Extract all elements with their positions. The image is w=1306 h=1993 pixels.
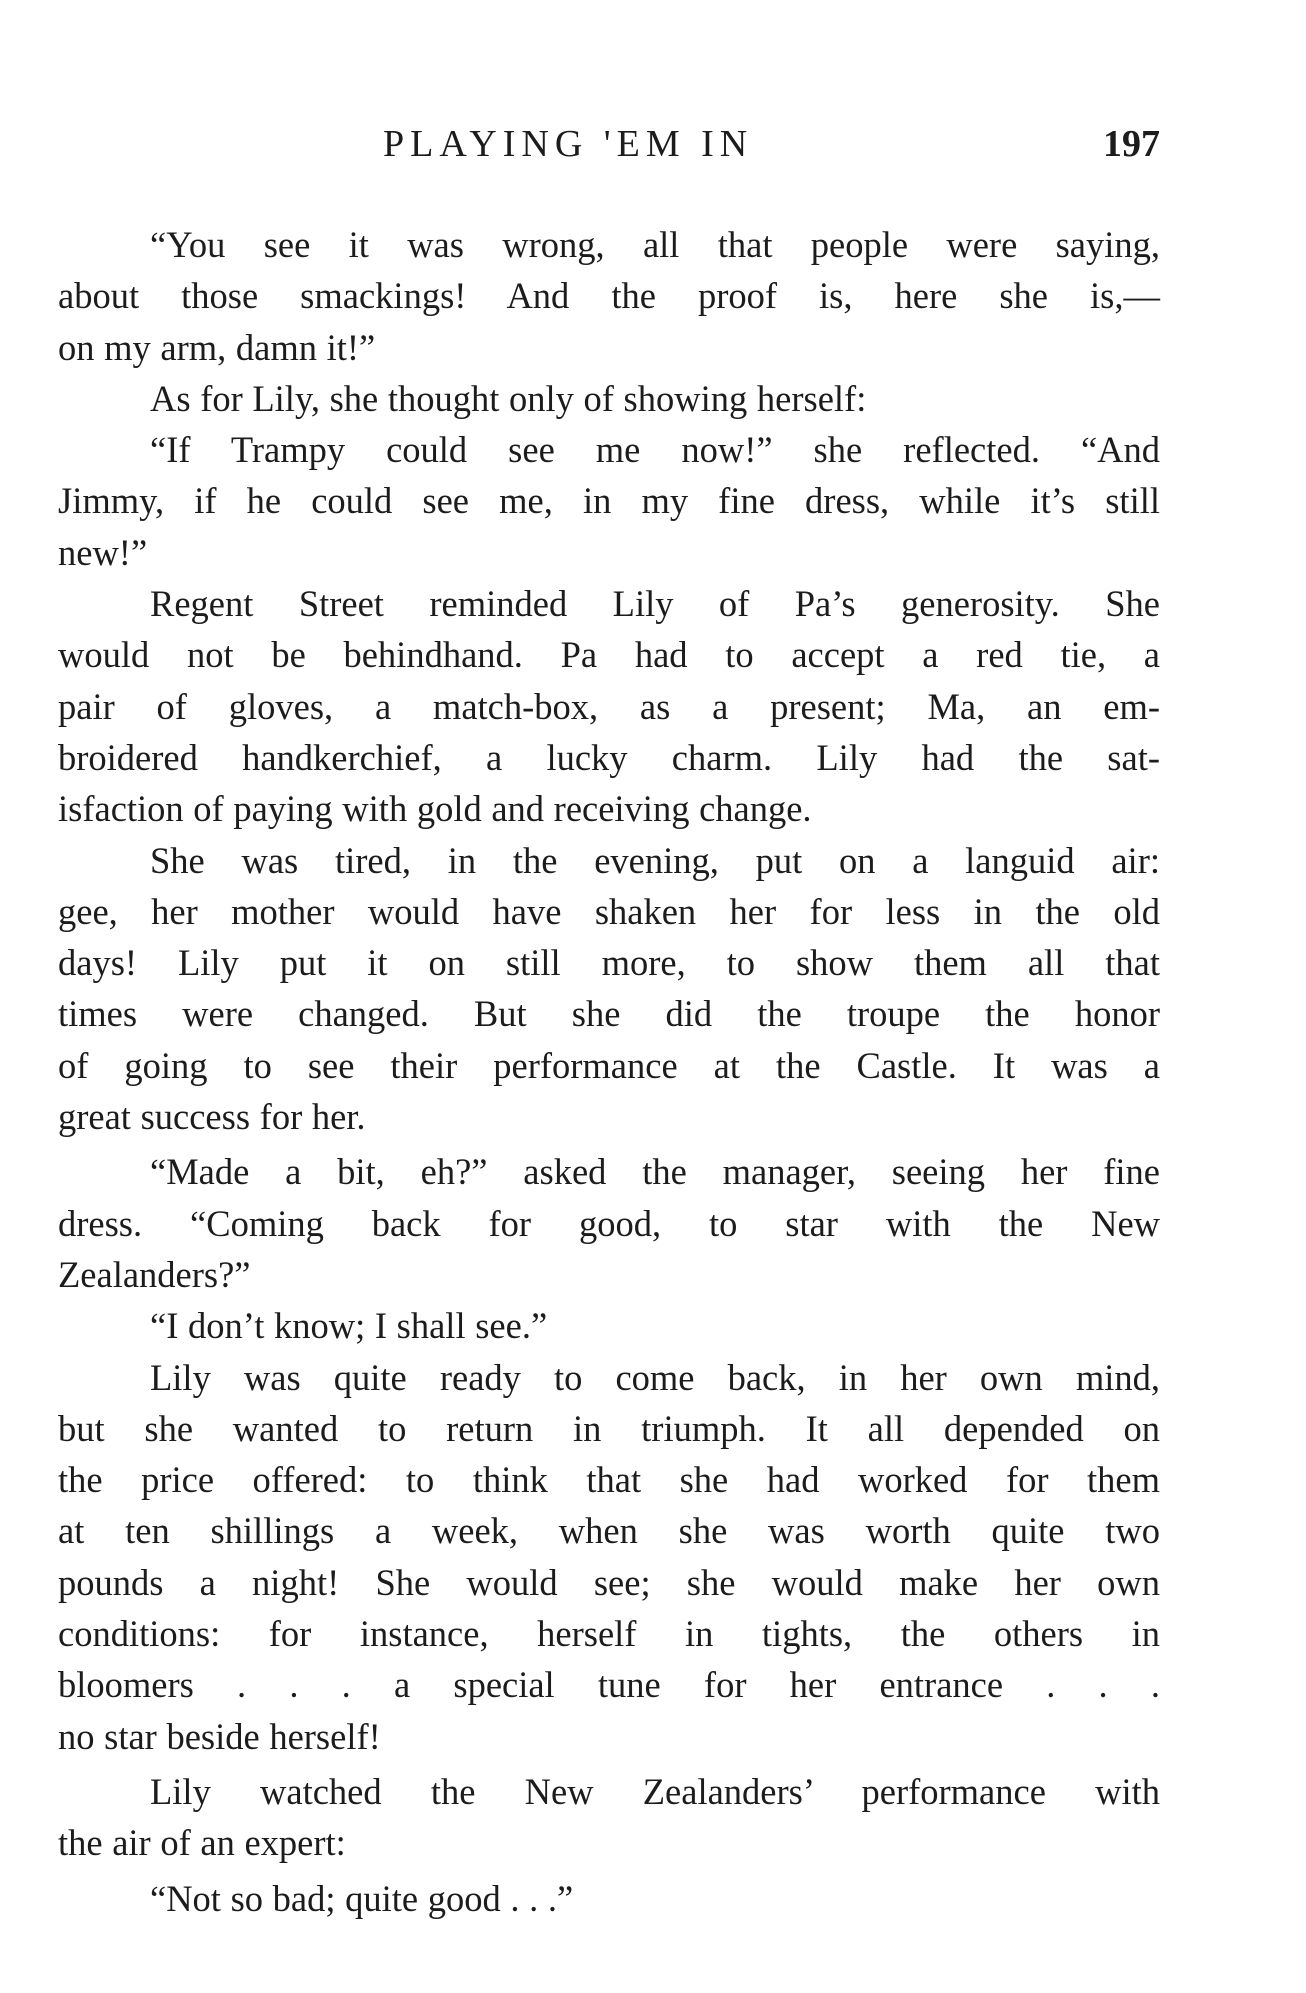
text-line: great success for her. [58,1096,366,1138]
text-line: gee, her mother would have shaken her for less in the old [58,890,1160,932]
paragraph [58,1766,1160,1869]
text-line: at ten shillings a week, when she was worth quite two [58,1510,1160,1552]
paragraph [58,1352,1160,1762]
text-line: no star beside herself! [58,1715,381,1757]
paragraph [58,424,1160,578]
text-line: broidered handkerchief, a lucky charm. Lily had the sat- [58,736,1160,778]
text-line: the price offered: to think that she had worked for them [58,1459,1160,1501]
text-line: “You see it was wrong, all that people were saying, [150,224,1160,265]
text-line: Regent Street reminded Lily of Pa’s generosity. She [150,583,1160,625]
paragraph [104,1300,1160,1351]
page-header [104,118,1160,170]
text-line: As for Lily, she thought only of showing herself: [150,377,867,419]
text-line: “Made a bit, eh?” asked the manager, seeing her fine [150,1151,1160,1193]
running-title: PLAYING 'EM IN [383,123,754,165]
text-line: She was tired, in the evening, put on a languid air: [150,839,1160,881]
text-line: about those smackings! And the proof is, here she is,— [58,275,1160,317]
body-text [58,219,1160,1924]
text-line: isfaction of paying with gold and receiving change. [58,788,812,830]
paragraph [58,578,1160,834]
text-line: but she wanted to return in triumph. It all depended on [58,1407,1160,1449]
text-line: Zealanders?” [58,1253,251,1295]
text-line: “Not so bad; quite good . . .” [150,1877,574,1919]
text-line: conditions: for instance, herself in tights, the others in [58,1613,1160,1655]
text-line: new!” [58,531,148,573]
text-line: “I don’t know; I shall see.” [150,1305,548,1347]
text-line: Jimmy, if he could see me, in my fine dress, while it’s still [58,480,1160,522]
text-line: “If Trampy could see me now!” she reflected. “And [150,429,1160,471]
text-line: times were changed. But she did the troupe the honor [58,993,1160,1035]
text-line: dress. “Coming back for good, to star with the New [58,1202,1160,1244]
paragraph [58,835,1160,1143]
text-line: days! Lily put it on still more, to show them all that [58,942,1160,984]
text-line: on my arm, damn it!” [58,326,376,368]
text-line: bloomers . . . a special tune for her entrance . . . [58,1664,1160,1706]
page-number: 197 [1103,123,1160,165]
paragraph [58,219,1160,373]
text-line: the air of an expert: [58,1822,346,1864]
text-line: pounds a night! She would see; she would make her own [58,1561,1160,1603]
text-line: Lily watched the New Zealanders’ performance with [150,1770,1160,1812]
text-line: of going to see their performance at the Castle. It was a [58,1044,1160,1086]
paragraph [104,1873,1160,1924]
paragraph [58,1146,1160,1300]
text-line: would not be behindhand. Pa had to accept a red tie, a [58,634,1160,676]
paragraph [104,373,1160,424]
text-line: Lily was quite ready to come back, in her own mind, [150,1356,1160,1398]
text-line: pair of gloves, a match-box, as a present; Ma, an em- [58,685,1160,727]
